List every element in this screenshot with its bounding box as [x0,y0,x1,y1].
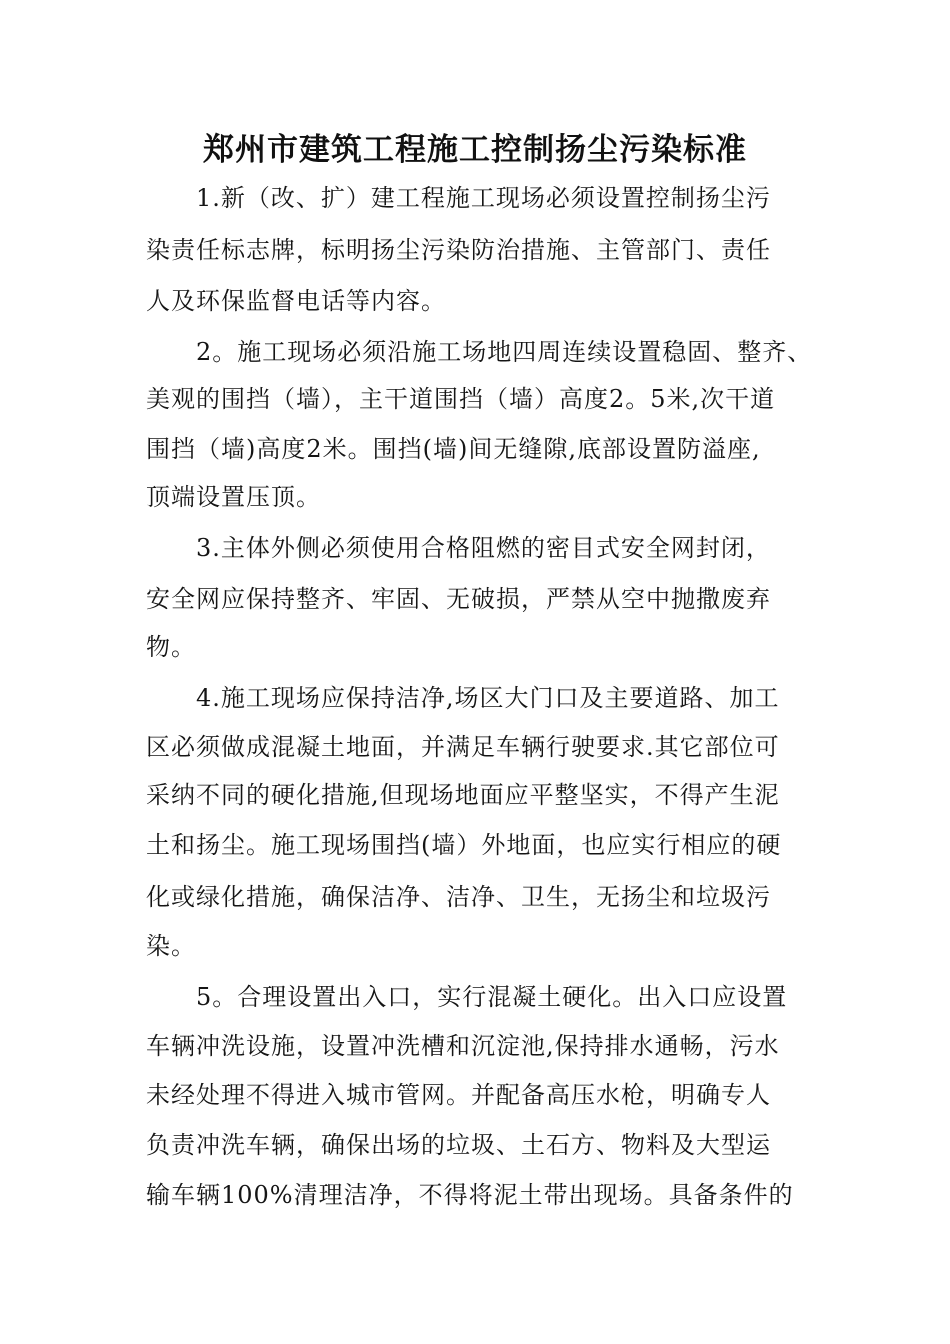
paragraph-2-line-2: 美观的围挡（墙），主干道围挡（墙）高度2。5米,次干道 [146,385,776,413]
paragraph-1-line-1: 1.新（改、扩）建工程施工现场必须设置控制扬尘污 [196,184,771,212]
paragraph-3-line-1: 3.主体外侧必须使用合格阻燃的密目式安全网封闭， [196,534,771,562]
paragraph-4-line-4: 土和扬尘。施工现场围挡(墙）外地面，也应实行相应的硬 [146,831,782,859]
paragraph-1-line-2: 染责任标志牌，标明扬尘污染防治措施、主管部门、责任 [146,236,771,264]
paragraph-3-line-3: 物。 [146,633,196,661]
paragraph-3-line-2: 安全网应保持整齐、牢固、无破损，严禁从空中抛撒废弃 [146,585,771,613]
paragraph-2-line-3: 围挡（墙)高度2米。围挡(墙)间无缝隙,底部设置防溢座, [146,435,761,463]
paragraph-5-line-5: 输车辆100%清理洁净，不得将泥土带出现场。具备条件的 [146,1181,794,1209]
paragraph-1-line-3: 人及环保监督电话等内容。 [146,287,446,315]
paragraph-4-line-1: 4.施工现场应保持洁净,场区大门口及主要道路、加工 [196,684,780,712]
paragraph-5-line-4: 负责冲洗车辆，确保出场的垃圾、土石方、物料及大型运 [146,1131,771,1159]
paragraph-5-line-1: 5。合理设置出入口，实行混凝土硬化。出入口应设置 [196,983,788,1011]
paragraph-4-line-2: 区必须做成混凝土地面，并满足车辆行驶要求.其它部位可 [146,733,780,761]
paragraph-4-line-6: 染。 [146,932,196,960]
paragraph-5-line-3: 未经处理不得进入城市管网。并配备高压水枪，明确专人 [146,1081,771,1109]
document-title: 郑州市建筑工程施工控制扬尘污染标准 [203,132,747,168]
paragraph-2-line-1: 2。施工现场必须沿施工场地四周连续设置稳固、整齐、 [196,338,813,366]
paragraph-2-line-4: 顶端设置压顶。 [146,483,321,511]
paragraph-4-line-5: 化或绿化措施，确保洁净、洁净、卫生，无扬尘和垃圾污 [146,883,771,911]
paragraph-4-line-3: 采纳不同的硬化措施,但现场地面应平整坚实，不得产生泥 [146,781,780,809]
paragraph-5-line-2: 车辆冲洗设施，设置冲洗槽和沉淀池,保持排水通畅，污水 [146,1032,780,1060]
